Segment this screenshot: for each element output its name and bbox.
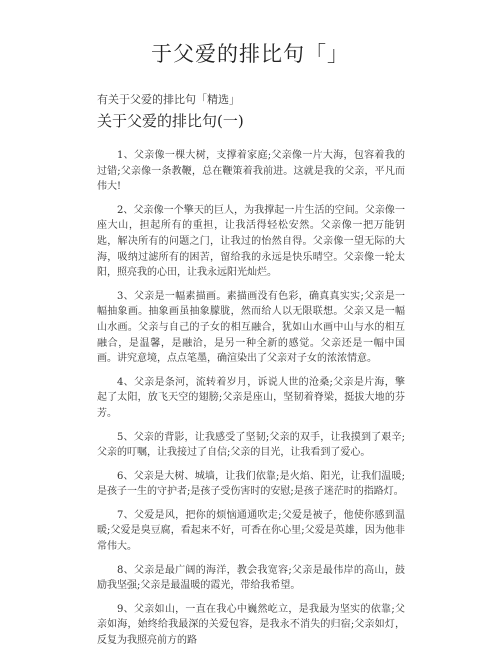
source-line: 有关于父爱的排比句「精选」	[97, 93, 240, 106]
paragraph: 1、父亲像一棵大树，支撑着家庭;父亲像一片大海，包容着我的过错;父亲像一条教鞭，总在鞭策着我前进。这就是我的父亲，平凡而伟大!	[97, 150, 405, 193]
body-content	[97, 148, 405, 657]
paragraph: 7、父爱是风，把你的烦恼通通吹走;父爱是被子，他使你感到温暖;父爱是臭豆腐，看起来不好，可香在你心里;父爱是英雄，因为他非常伟大。	[97, 509, 405, 553]
paragraph: 8、父亲是最广阔的海洋，教会我宽容;父亲是最伟岸的高山，鼓励我坚强;父亲是最温暖的霞光，带给我希望。	[97, 564, 405, 592]
paragraph: 6、父亲是大树、城墙，让我们依靠;是火焰、阳光，让我们温暖;是孩子一生的守护者;是孩子受伤害时的安慰;是孩子迷茫时的指路灯。	[97, 470, 405, 498]
section-subtitle: 关于父爱的排比句(一)	[97, 112, 244, 130]
paragraph: 5、父亲的背影，让我感受了坚韧;父亲的双手，让我摸到了艰辛;父亲的叮嘱，让我接过了自信;父亲的目光，让我看到了爱心。	[97, 431, 405, 459]
paragraph: 2、父亲像一个擎天的巨人，为我撑起一片生活的空间。父亲像一座大山，担起所有的重担，让我活得轻松安然。父亲像一把万能钥匙，解决所有的问题之门，让我过的怡然自得。父亲像一望无际的大海，吸纳过滤所有的困苦，留给我的永远是快乐晴空。父亲像一轮太阳，照亮我的心田，让我永远阳光灿烂。	[97, 204, 405, 279]
document-title: 于父爱的排比句「」	[151, 42, 349, 66]
paragraph: 3、父亲是一幅素描画。素描画没有色彩，确真真实实;父亲是一幅抽象画。抽象画虽抽象朦胧，然而给人以无限联想。父亲又是一幅山水画。父亲与自己的子女的相互融合，犹如山水画中山与水的相互融合，是温馨，是融洽，是另一种全新的感觉。父亲还是一幅中国画。讲究意境，点点笔墨，确渲染出了父亲对子女的浓浓情意。	[97, 290, 405, 365]
paragraph: 9、父亲如山，一直在我心中巍然屹立，是我最为坚实的依靠;父亲如海，始终给我最深的关爱包容，是我永不消失的归宿;父亲如灯，反复为我照亮前方的路	[97, 603, 405, 647]
paragraph: 4、父亲是条河，流转着岁月，诉说人世的沧桑;父亲是片海，擎起了太阳，放飞天空的翅膀;父亲是座山，坚韧着脊梁，挺拔大地的芬芳。	[97, 376, 405, 419]
